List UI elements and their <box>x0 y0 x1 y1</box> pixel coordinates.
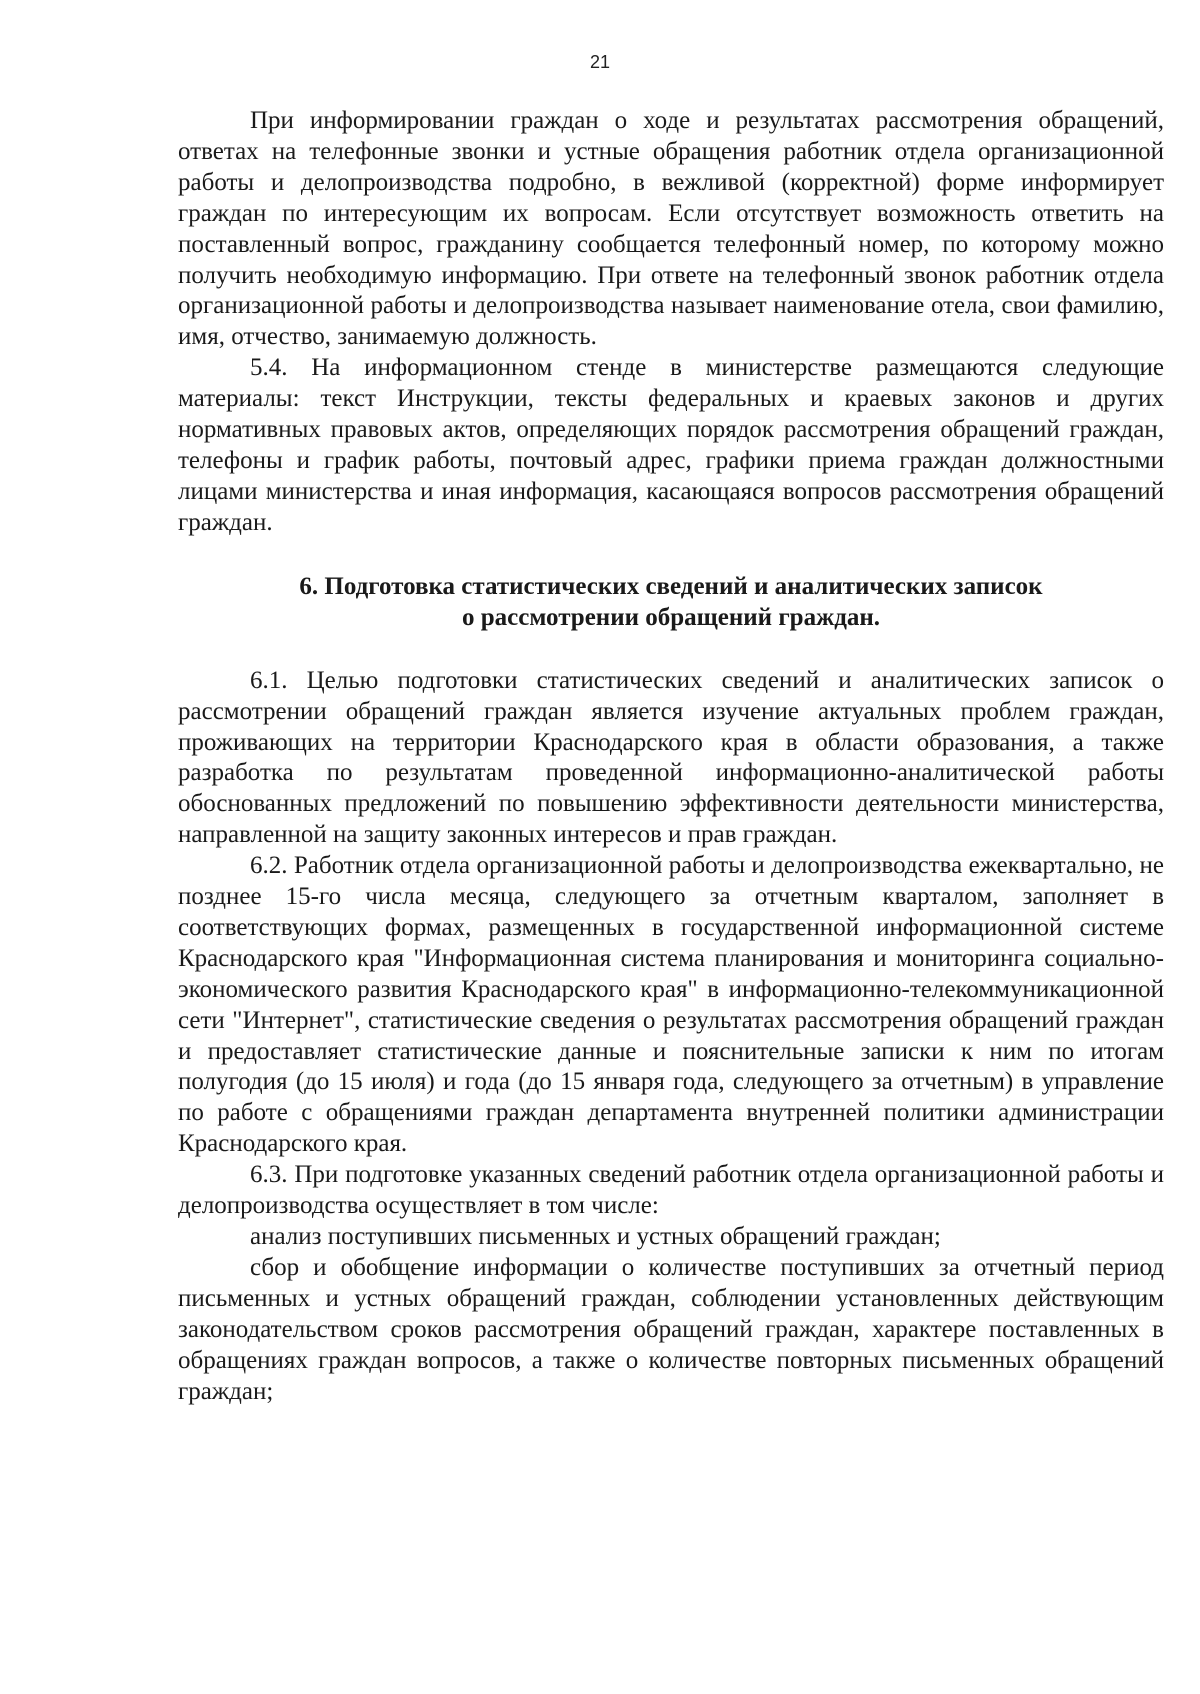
section-heading-line-2: о рассмотрении обращений граждан. <box>461 603 881 631</box>
paragraph-6-1: 6.1. Целью подготовки статистических сведений и аналитических записок о рассмотрении обращений граждан является изучение актуальных проблем граждан, проживающих на территории Краснодарского края в области образования, а также разработка по результатам проведенной информационно-аналитической работы обоснованных предложений по повышению эффективности деятельности министерства, направленной на защиту законных интересов и прав граждан. <box>178 666 1164 849</box>
section-heading-6 <box>178 571 1164 633</box>
paragraph-collection-item: сбор и обобщение информации о количестве поступивших за отчетный период письменных и устных обращений граждан, соблюдении установленных действующим законодательством сроков рассмотрения обращений граждан, характере поставленных в обращениях граждан вопросов, а также о количестве повторных письменных обращений граждан; <box>178 1253 1164 1405</box>
paragraph-informing-citizens: При информировании граждан о ходе и результатах рассмотрения обращений, ответах на телефонные звонки и устные обращения работник отдела организационной работы и делопроизводства подробно, в вежливой (корректной) форме информирует граждан по интересующим их вопросам. Если отсутствует возможность ответить на поставленный вопрос, гражданину сообщается телефонный номер, по которому можно получить необходимую информацию. При ответе на телефонный звонок работник отдела организационной работы и делопроизводства называет наименование отела, свои фамилию, имя, отчество, занимаемую должность. <box>178 107 1164 351</box>
paragraph-5-4-info-stand: 5.4. На информационном стенде в министерстве размещаются следующие материалы: текст Инструкции, тексты федеральных и краевых законов и других нормативных правовых актов, определяющих порядок рассмотрения обращений граждан, телефоны и график работы, почтовый адрес, графики приема граждан должностными лицами министерства и иная информация, касающаяся вопросов рассмотрения обращений граждан. <box>178 354 1164 536</box>
paragraph-analysis-item: анализ поступивших письменных и устных обращений граждан; <box>250 1223 941 1250</box>
section-heading-line-1: 6. Подготовка статистических сведений и аналитических записок <box>299 572 1043 600</box>
page-body <box>178 106 1164 1407</box>
paragraph-6-2: 6.2. Работник отдела организационной работы и делопроизводства ежеквартально, не позднее 15-го числа месяца, следующего за отчетным кварталом, заполняет в соответствующих формах, размещенных в государственной информационной системе Краснодарского края "Информационная система планирования и мониторинга социально-экономического развития Краснодарского края" в информационно-телекоммуникационной сети "Интернет", статистические сведения о результатах рассмотрения обращений граждан и предоставляет статистические данные и пояснительные записки к ним по итогам полугодия (до 15 июля) и года (до 15 января года, следующего за отчетным) в управление по работе с обращениями граждан департамента внутренней политики администрации Краснодарского края. <box>178 852 1164 1158</box>
page-number: 21 <box>589 52 611 72</box>
paragraph-6-3: 6.3. При подготовке указанных сведений работник отдела организационной работы и делопроизводства осуществляет в том числе: <box>178 1161 1164 1220</box>
